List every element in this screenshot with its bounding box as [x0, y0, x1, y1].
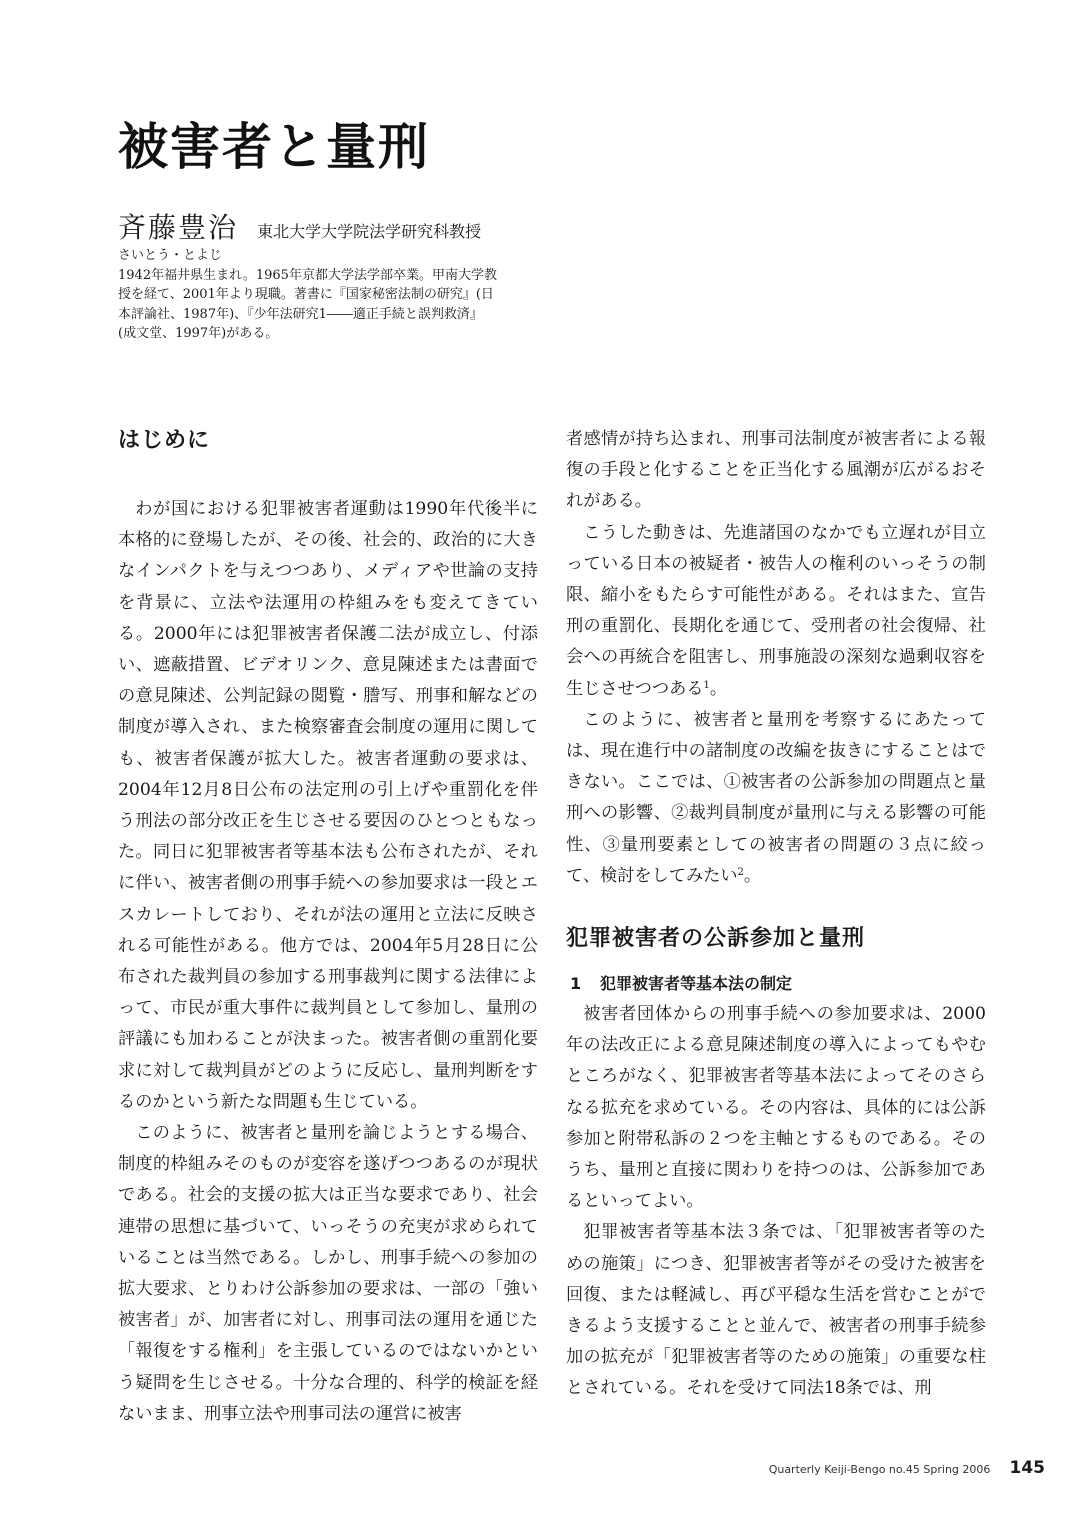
author-line	[118, 206, 481, 246]
body-paragraph: わが国における犯罪被害者運動は1990年代後半に本格的に登場したが、その後、社会的、政治的に大きなインパクトを与えつつあり、メディアや世論の支持を背景に、立法や法運用の枠組みをも変えてきている。2000年には犯罪被害者保護二法が成立し、付添い、遮蔽措置、ビデオリンク、意見陳述または書面での意見陳述、公判記録の閲覧・謄写、刑事和解などの制度が導入され、また検察審査会制度の運用に関しても、被害者保護が拡大した。被害者運動の要求は、2004年12月8日公布の法定刑の引上げや重罰化を伴う刑法の部分改正を生じさせる要因のひとつともなった。同日に犯罪被害者等基本法も公布されたが、それに伴い、被害者側の刑事手続への参加要求は一段とエスカレートしており、それが法の運用と立法に反映される可能性がある。他方では、2004年5月28日に公布された裁判員の参加する刑事裁判に関する法律によって、市民が重大事件に裁判員として参加し、量刑の評議にも加わることが決まった。被害者側の重罰化要求に対して裁判員がどのように反応し、量刑判断をするのかという新たな問題も生じている。	[118, 499, 538, 1112]
body-paragraph: 被害者団体からの刑事手続への参加要求は、2000年の法改正による意見陳述制度の導入によってもやむところがなく、犯罪被害者等基本法によってそのさらなる拡充を求めている。その内容は、具体的には公訴参加と附帯私訴の２つを主軸とするものである。そのうち、量刑と直接に関わりを持つのは、公訴参加であるといってよい。	[566, 1004, 986, 1212]
subsection-heading	[566, 968, 986, 999]
section-heading-intro: はじめに	[118, 427, 211, 453]
paragraph-text: こうした動きは、先進諸国のなかでも立遅れが目立っている日本の被疑者・被告人の権利のいっそうの制限、縮小をもたらす可能性がある。それはまた、宣告刑の重罰化、長期化を通じて、受刑者の社会復帰、社会への再統合を阻害し、刑事施設の深刻な過剰収容を生じさせつつある	[566, 522, 986, 699]
author-bio	[118, 246, 498, 344]
page-footer	[769, 1458, 1045, 1478]
paragraph-end: 。	[743, 865, 762, 886]
subsection-title: 犯罪被害者等基本法の制定	[600, 974, 793, 994]
author-reading: さいとう・とよじ	[118, 248, 223, 263]
paragraph-text: このように、被害者と量刑を考察するにあたっては、現在進行中の諸制度の改編を抜きにすることはできない。ここでは、①被害者の公訴参加の問題点と量刑への影響、②裁判員制度が量刑に与える影響の可能性、③量刑要素としての被害者の問題の３点に絞って、検討をしてみたい	[566, 709, 986, 886]
left-column	[118, 420, 538, 1430]
subsection-number: 1	[570, 974, 582, 994]
paragraph-end: 。	[709, 678, 728, 699]
body-paragraph: このように、被害者と量刑を論じようとする場合、制度的枠組みそのものが変容を遂げつつあるのが現状である。社会的支援の拡大は正当な要求であり、社会連帯の思想に基づいて、いっそうの充実が求められていることは当然である。しかし、刑事手続への参加の拡大要求、とりわけ公訴参加の要求は、一部の「強い被害者」が、加害者に対し、刑事司法の運用を通じた「報復をする権利」を主張しているのではないかという疑問を生じさせる。十分な合理的、科学的検証を経ないまま、刑事立法や刑事司法の運営に被害	[118, 1123, 538, 1424]
body-paragraph	[566, 705, 986, 892]
page-number: 145	[1009, 1458, 1045, 1478]
footnote-ref-1: 1	[703, 679, 710, 691]
author-affiliation: 東北大学大学院法学研究科教授	[257, 222, 482, 241]
section-heading-victim-participation: 犯罪被害者の公訴参加と量刑	[566, 925, 866, 952]
footnote-ref-2: 2	[737, 866, 744, 878]
right-column	[566, 424, 986, 1405]
journal-name: Quarterly Keiji-Bengo no.45 Spring 2006	[768, 1463, 991, 1476]
body-paragraph-continued: 者感情が持ち込まれ、刑事司法制度が被害者による報復の手段と化することを正当化する風潮が広がるおそれがある。	[566, 429, 986, 512]
author-name: 斉藤豊治	[118, 211, 239, 244]
body-paragraph	[566, 518, 986, 705]
body-paragraph: 犯罪被害者等基本法３条では、「犯罪被害者等のための施策」につき、犯罪被害者等がその受けた被害を回復、または軽減し、再び平穏な生活を営むことができるよう支援することと並んで、被害者の刑事手続参加の拡充が「犯罪被害者等のための施策」の重要な柱とされている。それを受けて同法18条では、刑	[566, 1222, 986, 1399]
author-biography: 1942年福井県生まれ。1965年京都大学法学部卒業。甲南大学教授を経て、2001年より現職。著書に『国家秘密法制の研究』(日本評論社、1987年)、『少年法研究1――適正手続と誤判救済』(成文堂、1997年)がある。	[118, 267, 497, 341]
article-title: 被害者と量刑	[118, 118, 430, 176]
